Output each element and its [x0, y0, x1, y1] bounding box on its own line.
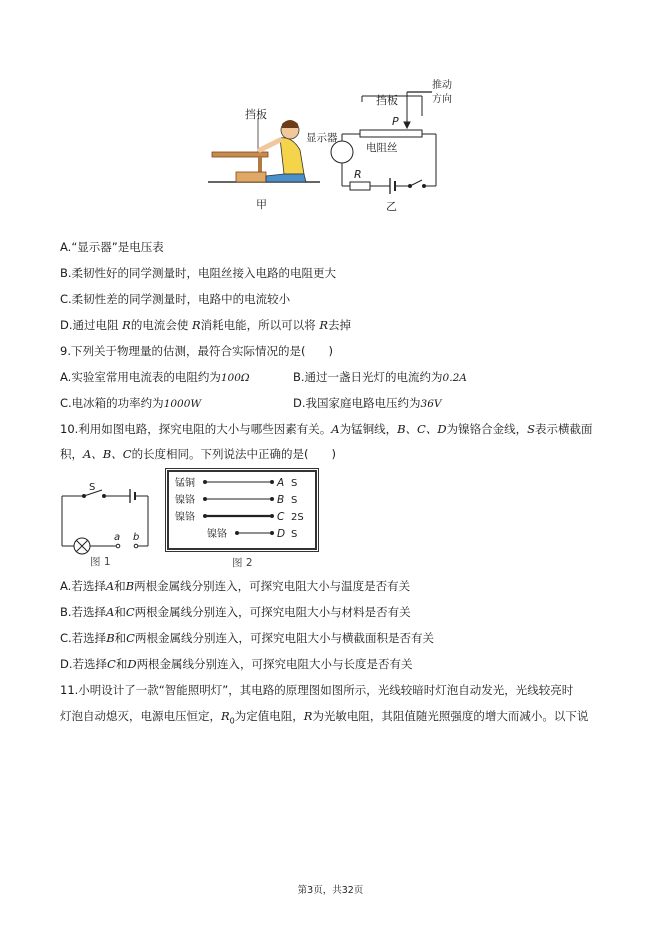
- q10-a-var: A: [105, 579, 115, 593]
- fig2-area-label: 2S: [291, 512, 304, 523]
- fig2-material-label: 锰铜: [175, 478, 195, 489]
- fig2-terminal-dot: [270, 514, 274, 518]
- q9-b-text: B.通过一盏日光灯的电流约为: [293, 370, 443, 384]
- slider-p-label: P: [392, 115, 399, 128]
- q10-b-var-2: C: [125, 605, 135, 619]
- q9-a-text: A.实验室常用电流表的电阻约为: [60, 370, 221, 384]
- q10-var-abc: A、B、C: [83, 447, 132, 461]
- q11-stem-line2: [60, 708, 588, 725]
- q10-text-6: 的长度相同。下列说法中正确的是( ): [131, 447, 337, 461]
- q10-a-var-2: B: [125, 579, 135, 593]
- fig2-wire-letter: C: [277, 511, 285, 523]
- fig2-area-label: S: [291, 495, 298, 506]
- q10-text-4: 表示横截面: [534, 422, 593, 436]
- q11-var-r: R: [303, 709, 313, 723]
- q10-text-2: 为锰铜线，: [339, 422, 398, 436]
- q9-d-text: D.我国家庭电路电压约为: [293, 396, 421, 410]
- baffle-board: [212, 152, 268, 157]
- q8-d-r-2: R: [192, 318, 201, 332]
- page-footer: 第3页，共32页: [297, 885, 364, 896]
- q10-figure-1-circuit: [58, 476, 158, 570]
- fig2-area-label: S: [291, 529, 298, 540]
- q8-option-d: [60, 317, 351, 333]
- q9-c-text: C.电冰箱的功率约为: [60, 396, 164, 410]
- q10-var-a: A: [331, 422, 340, 436]
- q10-a-text: A.若选择: [60, 579, 106, 593]
- q10-var-bcd: B、C、D: [397, 422, 447, 436]
- fig2-wire-letter: D: [277, 528, 286, 540]
- q10-figure-2-wires: [167, 470, 317, 570]
- figure-label-yi: 乙: [386, 200, 397, 213]
- q10-d-var-2: D: [127, 657, 137, 671]
- q10-c-var: B: [106, 631, 115, 645]
- fig1-switch-label: S: [89, 482, 96, 493]
- fig2-material-label: 镍铬: [175, 495, 195, 506]
- q8-d-text: D.通过电阻: [60, 318, 119, 332]
- fig2-terminal-dot: [270, 531, 274, 535]
- q8-option-b: B.柔韧性好的同学测量时，电阻丝接入电路的电阻更大: [60, 266, 337, 280]
- q8-d-text-2: 的电流会使: [130, 318, 189, 332]
- q10-b-text: B.若选择: [60, 605, 107, 619]
- fig2-wire-letter: A: [277, 477, 285, 489]
- q11-text: 灯泡自动熄灭，电源电压恒定，: [60, 709, 221, 723]
- q9-stem: 9.下列关于物理量的估测，最符合实际情况的是( ): [60, 344, 333, 358]
- fig2-caption: 图 2: [232, 557, 253, 569]
- q9-d-value: 36V: [420, 398, 442, 410]
- figure-jia-scene: [208, 118, 320, 182]
- resistance-wire-label: 电阻丝: [366, 142, 398, 154]
- q10-d-var: C: [107, 657, 116, 671]
- fig2-material-label: 镍铬: [207, 529, 227, 540]
- q9-b-value: 0.2A: [442, 372, 467, 384]
- fig2-terminal-dot: [270, 480, 274, 484]
- display-label: 显示器: [306, 132, 338, 144]
- q10-option-a: [60, 578, 410, 594]
- q10-b-var: A: [106, 605, 115, 619]
- q10-option-d: [60, 656, 413, 672]
- q8-option-a: A.“显示器”是电压表: [60, 240, 164, 254]
- q10-b-and: 和: [114, 605, 126, 619]
- q11-subscript-0: 0: [229, 716, 235, 726]
- fig2-terminal-dot: [270, 497, 274, 501]
- push-direction-label-2: 方向: [432, 94, 452, 105]
- q11-text-3: 为光敏电阻，其阻值随光照强度的增大而减小。以下说: [312, 709, 589, 723]
- q10-text-3: 为镍铬合金线，: [446, 422, 528, 436]
- q8-d-r-3: R: [319, 318, 328, 332]
- q9-option-b: [293, 369, 467, 385]
- q10-option-b: [60, 604, 411, 620]
- push-direction-label: 推动: [432, 80, 452, 91]
- fig2-wire-letter: B: [277, 494, 285, 506]
- q8-d-r: R: [122, 318, 131, 332]
- q10-a-text-2: 两根金属线分别连入，可探究电阻大小与温度是否有关: [134, 579, 411, 593]
- q9-option-d: [293, 395, 441, 411]
- fig1-caption: 图 1: [90, 556, 111, 568]
- q10-b-text-2: 两根金属线分别连入，可探究电阻大小与材料是否有关: [134, 605, 411, 619]
- q10-c-text-2: 两根金属线分别连入，可探究电阻大小与横截面积是否有关: [134, 631, 434, 645]
- q9-option-c: [60, 395, 201, 411]
- fig1-terminal-a: a: [114, 532, 121, 543]
- q9-option-a: [60, 369, 250, 385]
- q10-stem-line2: [60, 446, 336, 462]
- q11-text-2: 为定值电阻，: [234, 709, 304, 723]
- baffle-label-yi: 挡板: [376, 94, 398, 107]
- q10-c-text: C.若选择: [60, 631, 107, 645]
- q8-d-text-4: 去掉: [328, 318, 351, 332]
- q8-option-c: C.柔韧性差的同学测量时，电路中的电流较小: [60, 292, 291, 306]
- q8-d-text-3: 消耗电能，所以可以将: [200, 318, 316, 332]
- q10-d-text-2: 两根金属线分别连入，可探究电阻大小与长度是否有关: [136, 657, 413, 671]
- q9-c-value: 1000W: [163, 398, 202, 410]
- figure-stretch-tester: [200, 78, 460, 218]
- baffle-label-jia: 挡板: [245, 108, 267, 121]
- q10-d-text: D.若选择: [60, 657, 108, 671]
- q10-c-and: 和: [114, 631, 127, 645]
- fig2-material-label: 镍铬: [175, 512, 195, 523]
- fig1-terminal-b: b: [133, 532, 140, 543]
- q10-option-c: [60, 630, 434, 646]
- resistor-r-label: R: [354, 168, 362, 181]
- figure-label-jia: 甲: [256, 198, 267, 211]
- q10-text: 10.利用如图电路，探究电阻的大小与哪些因素有关。: [60, 422, 332, 436]
- q10-a-and: 和: [114, 579, 126, 593]
- q10-d-and: 和: [115, 657, 128, 671]
- q9-a-value: 100Ω: [220, 372, 250, 384]
- q10-c-var-2: C: [126, 631, 135, 645]
- q10-var-s: S: [527, 422, 535, 436]
- q11-stem-line1: 11.小明设计了一款“智能照明灯”，其电路的原理图如图所示，光线较暗时灯泡自动发光，光线较亮时: [60, 683, 574, 697]
- q11-var-r0: R: [221, 709, 230, 723]
- q10-stem-line1: [60, 421, 592, 437]
- fig2-area-label: S: [291, 478, 298, 489]
- q10-text-5: 积，: [60, 447, 83, 461]
